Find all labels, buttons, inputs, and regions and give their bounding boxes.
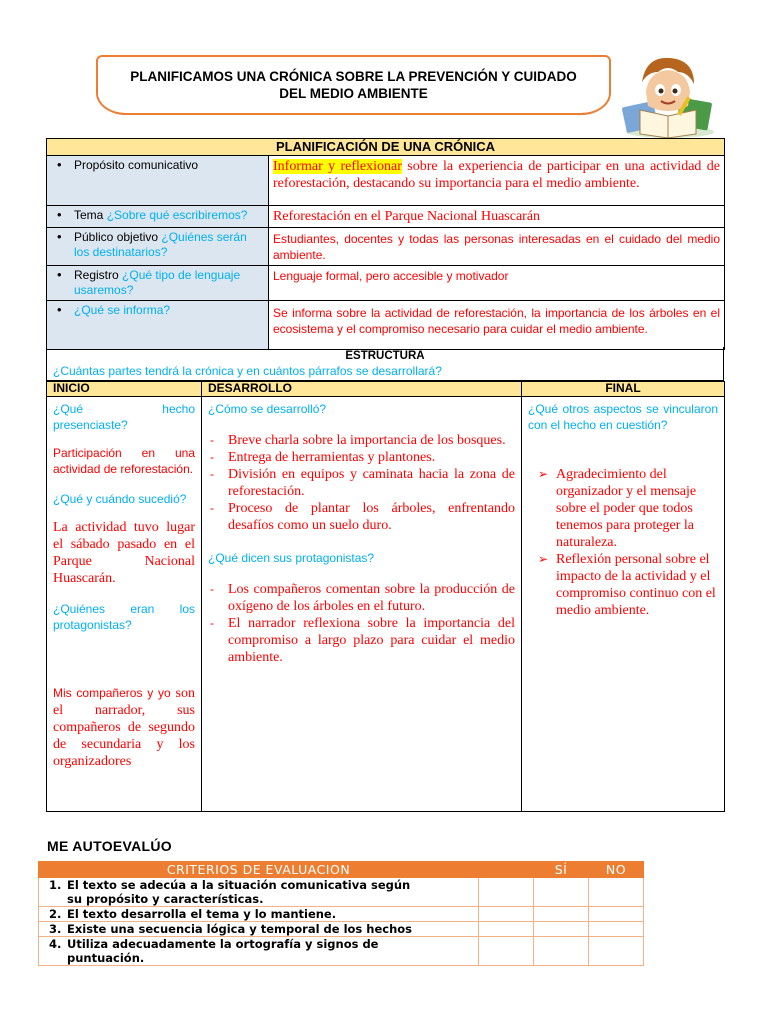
criterion-4-extra-cell[interactable] bbox=[479, 937, 534, 966]
criterion-1-no-cell[interactable] bbox=[589, 878, 644, 907]
yes-header: SÍ bbox=[534, 862, 589, 878]
final-list bbox=[528, 466, 718, 619]
criterion-2-yes-cell[interactable] bbox=[534, 907, 589, 922]
info-value: Se informa sobre la actividad de reforestación, la importancia de los árboles en el ecosistema y el compromiso necesario para cuidar el medio ambiente. bbox=[269, 301, 725, 350]
criterion-2: 2. El texto desarrolla el tema y lo mantiene. bbox=[39, 907, 479, 922]
criteria-header: CRITERIOS DE EVALUACION bbox=[39, 862, 479, 878]
desarrollo-question-2: ¿Qué dicen sus protagonistas? bbox=[208, 551, 375, 565]
list-item: - El narrador reflexiona sobre la importancia del compromiso a largo plazo para cuidar el medio ambiente. bbox=[208, 615, 515, 666]
audience-value: Estudiantes, docentes y todas las personas interesadas en el cuidado del medio ambiente. bbox=[269, 228, 725, 266]
list-item: ➢ Agradecimiento del organizador y el mensaje sobre el poder que todos tenemos para proteger la naturaleza. bbox=[528, 466, 718, 551]
criterion-1: 1. El texto se adecúa a la situación comunicativa según su propósito y características. bbox=[39, 878, 479, 907]
table-row bbox=[39, 907, 644, 922]
desarrollo-list-1 bbox=[208, 432, 515, 534]
child-reading-book-icon bbox=[618, 50, 716, 140]
list-item: ➢ Reflexión personal sobre el impacto de la actividad y el compromiso continuo con el medio ambiente. bbox=[528, 551, 718, 619]
topic-question: ¿Sobre qué escribiremos? bbox=[106, 208, 248, 222]
purpose-value: sobre la experiencia de participar en una actividad de reforestación, destacando su importancia para el medio ambiente. bbox=[273, 159, 720, 191]
desarrollo-question-1: ¿Cómo se desarrolló? bbox=[208, 402, 327, 416]
audience-question: ¿Quiénes serán los destinatarios? bbox=[74, 230, 247, 259]
info-question: ¿Qué se informa? bbox=[74, 303, 171, 317]
inicio-question-1: ¿Qué hecho presenciaste? bbox=[53, 402, 195, 432]
column-desarrollo: DESARROLLO bbox=[202, 382, 522, 397]
column-inicio: INICIO bbox=[47, 382, 202, 397]
criterion-3: 3. Existe una secuencia lógica y temporal de los hechos bbox=[39, 922, 479, 937]
desarrollo-list-2 bbox=[208, 581, 515, 666]
criterion-2-no-cell[interactable] bbox=[589, 907, 644, 922]
inicio-question-3: ¿Quiénes eran los protagonistas? bbox=[53, 602, 195, 632]
purpose-value-cell bbox=[269, 156, 725, 206]
criterion-1-yes-cell[interactable] bbox=[534, 878, 589, 907]
page-title-box bbox=[96, 55, 611, 115]
list-item: - Proceso de plantar los árboles, enfrentando desafíos como un suelo duro. bbox=[208, 500, 515, 534]
purpose-label: • Propósito comunicativo bbox=[55, 158, 264, 173]
purpose-highlight: Informar y reflexionar bbox=[273, 159, 402, 174]
inicio-answer-3-rest: son el narrador, sus compañeros de segundo de secundaria y los organizadores bbox=[53, 686, 196, 769]
list-item: - Los compañeros comentan sobre la producción de oxígeno de los árboles en el futuro. bbox=[208, 581, 515, 615]
page-title-line-2: DEL MEDIO AMBIENTE bbox=[279, 86, 428, 101]
inicio-content bbox=[47, 397, 202, 812]
inicio-answer-3-start: Mis compañeros y yo bbox=[53, 686, 171, 700]
page-title-line-1: PLANIFICAMOS UNA CRÓNICA SOBRE LA PREVENCIÓN Y CUIDADO bbox=[130, 69, 577, 84]
criterion-3-no-cell[interactable] bbox=[589, 922, 644, 937]
table-row bbox=[39, 937, 644, 966]
topic-label-cell bbox=[47, 206, 269, 228]
inicio-answer-3 bbox=[53, 685, 195, 770]
table-row bbox=[39, 878, 644, 907]
criterion-4: 4. Utiliza adecuadamente la ortografía y signos de puntuación. bbox=[39, 937, 479, 966]
register-question: ¿Qué tipo de lenguaje usaremos? bbox=[74, 268, 241, 297]
final-content bbox=[522, 397, 725, 812]
structure-title: ESTRUCTURA bbox=[345, 350, 425, 362]
audience-label: Público objetivo bbox=[74, 230, 162, 244]
table-row bbox=[39, 922, 644, 937]
desarrollo-content bbox=[202, 397, 522, 812]
info-label-cell bbox=[47, 301, 269, 350]
audience-label-cell bbox=[47, 228, 269, 266]
structure-header bbox=[46, 347, 724, 381]
planning-table bbox=[46, 138, 725, 350]
final-question: ¿Qué otros aspectos se vincularon con el hecho en cuestión? bbox=[528, 402, 718, 432]
register-value: Lenguaje formal, pero accesible y motivador bbox=[269, 266, 725, 301]
self-eval-title: ME AUTOEVALÚO bbox=[47, 838, 172, 854]
list-item: - Breve charla sobre la importancia de los bosques. bbox=[208, 432, 515, 449]
structure-table bbox=[46, 381, 725, 812]
criterion-1-extra-cell[interactable] bbox=[479, 878, 534, 907]
criterion-2-extra-cell[interactable] bbox=[479, 907, 534, 922]
criterion-4-no-cell[interactable] bbox=[589, 937, 644, 966]
inicio-answer-2: La actividad tuvo lugar el sábado pasado en el Parque Nacional Huascarán. bbox=[53, 520, 195, 586]
register-label-cell bbox=[47, 266, 269, 301]
empty-header bbox=[479, 862, 534, 878]
planning-title: PLANIFICACIÓN DE UNA CRÓNICA bbox=[47, 139, 725, 156]
purpose-label-cell bbox=[47, 156, 269, 206]
column-final: FINAL bbox=[522, 382, 725, 397]
inicio-question-2: ¿Qué y cuándo sucedió? bbox=[53, 492, 187, 506]
structure-question: ¿Cuántas partes tendrá la crónica y en cuántos párrafos se desarrollará? bbox=[53, 364, 442, 378]
topic-label: Tema bbox=[74, 208, 107, 222]
criterion-3-yes-cell[interactable] bbox=[534, 922, 589, 937]
criterion-4-yes-cell[interactable] bbox=[534, 937, 589, 966]
list-item: - Entrega de herramientas y plantones. bbox=[208, 449, 515, 466]
topic-value: Reforestación en el Parque Nacional Huascarán bbox=[269, 206, 725, 228]
no-header: NO bbox=[589, 862, 644, 878]
self-eval-table bbox=[38, 861, 644, 966]
criterion-3-extra-cell[interactable] bbox=[479, 922, 534, 937]
list-item: - División en equipos y caminata hacia la zona de reforestación. bbox=[208, 466, 515, 500]
inicio-answer-1: Participación en una actividad de reforestación. bbox=[53, 446, 195, 476]
register-label: Registro bbox=[74, 268, 123, 282]
